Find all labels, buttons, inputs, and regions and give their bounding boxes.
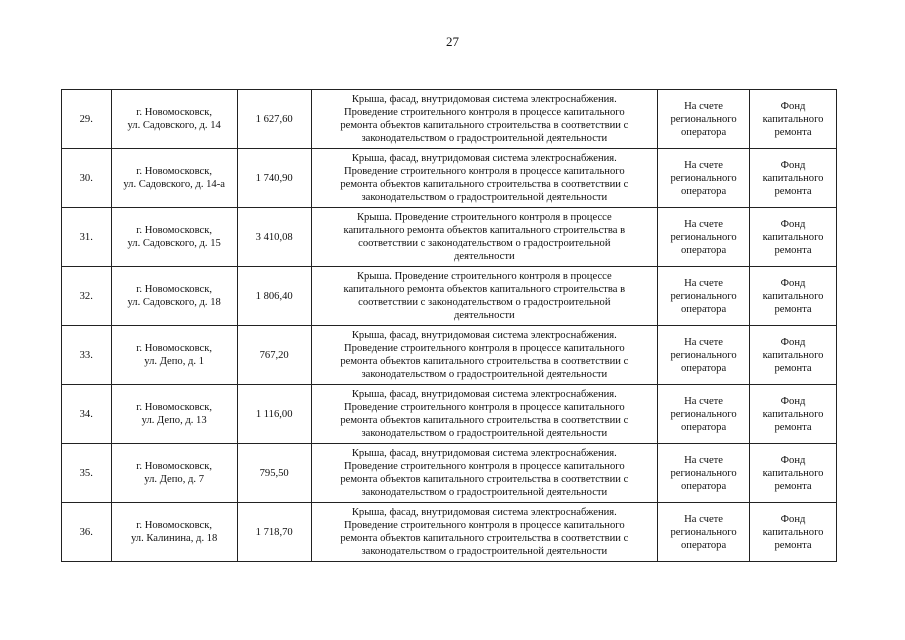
account-cell bbox=[658, 503, 750, 562]
address-cell-line: г. Новомосковск, bbox=[136, 107, 213, 118]
account-cell-line: регионального bbox=[670, 172, 737, 184]
works-cell-line: Проведение строительного контроля в процессе капитального bbox=[344, 520, 625, 531]
works-cell-line: Крыша, фасад, внутридомовая система электроснабжения. bbox=[351, 389, 617, 400]
fund-cell bbox=[750, 208, 837, 267]
works-cell-line: ремонта объектов капитального строительства в соответствии с bbox=[340, 356, 629, 367]
works-cell-line: ремонта объектов капитального строительства в соответствии с bbox=[340, 474, 629, 485]
address-cell bbox=[111, 149, 237, 208]
fund-cell bbox=[750, 503, 837, 562]
fund-cell-line: капитального bbox=[762, 467, 824, 479]
account-cell-line: оператора bbox=[680, 480, 727, 492]
address-cell-line: ул. Депо, д. 7 bbox=[144, 474, 205, 485]
account-cell-line: оператора bbox=[680, 126, 727, 138]
fund-cell-line: ремонта bbox=[774, 421, 812, 433]
fund-cell-line: капитального bbox=[762, 290, 824, 302]
table-row bbox=[62, 149, 837, 208]
account-cell-line: оператора bbox=[680, 362, 727, 374]
account-cell-line: оператора bbox=[680, 244, 727, 256]
works-cell-line: соответствии с законодательством о градостроительной bbox=[358, 297, 611, 308]
address-cell-line: г. Новомосковск, bbox=[136, 402, 213, 413]
works-cell-line: ремонта объектов капитального строительства в соответствии с bbox=[340, 533, 629, 544]
works-cell-line: ремонта объектов капитального строительства в соответствии с bbox=[340, 415, 629, 426]
page-number: 27 bbox=[446, 34, 459, 49]
area-cell: 1 116,00 bbox=[237, 385, 311, 444]
area-cell: 767,20 bbox=[237, 326, 311, 385]
fund-cell-line: капитального bbox=[762, 408, 824, 420]
address-cell-line: г. Новомосковск, bbox=[136, 343, 213, 354]
fund-cell-line: Фонд bbox=[780, 159, 806, 171]
area-cell: 1 806,40 bbox=[237, 267, 311, 326]
account-cell-line: На счете bbox=[684, 454, 723, 466]
works-cell-line: капитального ремонта объектов капитального строительства в bbox=[343, 284, 626, 295]
fund-cell-line: капитального bbox=[762, 172, 824, 184]
works-cell-line: Крыша, фасад, внутридомовая система электроснабжения. bbox=[351, 507, 617, 518]
works-cell-line: Крыша, фасад, внутридомовая система электроснабжения. bbox=[351, 330, 617, 341]
row-number: 30. bbox=[62, 149, 112, 208]
address-cell bbox=[111, 267, 237, 326]
fund-cell bbox=[750, 444, 837, 503]
works-cell-line: ремонта объектов капитального строительства в соответствии с bbox=[340, 120, 629, 131]
address-cell-line: ул. Садовского, д. 14 bbox=[127, 120, 221, 131]
row-number: 33. bbox=[62, 326, 112, 385]
row-number: 35. bbox=[62, 444, 112, 503]
works-cell-line: законодательством о градостроительной деятельности bbox=[361, 487, 608, 498]
works-cell bbox=[311, 385, 658, 444]
fund-cell bbox=[750, 326, 837, 385]
address-cell-line: ул. Депо, д. 13 bbox=[141, 415, 207, 426]
account-cell bbox=[658, 208, 750, 267]
address-cell bbox=[111, 444, 237, 503]
works-cell-line: законодательством о градостроительной деятельности bbox=[361, 369, 608, 380]
account-cell-line: На счете bbox=[684, 159, 723, 171]
table-row bbox=[62, 326, 837, 385]
account-cell bbox=[658, 385, 750, 444]
address-cell-line: ул. Садовского, д. 14-а bbox=[123, 179, 225, 190]
works-cell bbox=[311, 208, 658, 267]
account-cell-line: регионального bbox=[670, 467, 737, 479]
works-cell-line: Проведение строительного контроля в процессе капитального bbox=[344, 166, 625, 177]
fund-cell-line: капитального bbox=[762, 526, 824, 538]
works-cell-line: ремонта объектов капитального строительства в соответствии с bbox=[340, 179, 629, 190]
address-cell-line: ул. Садовского, д. 15 bbox=[127, 238, 221, 249]
area-cell: 1 627,60 bbox=[237, 90, 311, 149]
area-cell: 1 740,90 bbox=[237, 149, 311, 208]
account-cell-line: На счете bbox=[684, 277, 723, 289]
row-number: 29. bbox=[62, 90, 112, 149]
row-number: 32. bbox=[62, 267, 112, 326]
account-cell bbox=[658, 326, 750, 385]
row-number: 36. bbox=[62, 503, 112, 562]
address-cell bbox=[111, 326, 237, 385]
account-cell-line: оператора bbox=[680, 185, 727, 197]
works-cell-line: Крыша, фасад, внутридомовая система электроснабжения. bbox=[351, 153, 617, 164]
works-cell-line: Крыша. Проведение строительного контроля в процессе bbox=[356, 212, 612, 223]
account-cell bbox=[658, 90, 750, 149]
works-cell-line: законодательством о градостроительной деятельности bbox=[361, 428, 608, 439]
row-number: 31. bbox=[62, 208, 112, 267]
account-cell bbox=[658, 149, 750, 208]
fund-cell bbox=[750, 267, 837, 326]
account-cell-line: регионального bbox=[670, 408, 737, 420]
address-cell bbox=[111, 208, 237, 267]
address-cell bbox=[111, 503, 237, 562]
fund-cell-line: ремонта bbox=[774, 244, 812, 256]
address-cell bbox=[111, 90, 237, 149]
fund-cell-line: ремонта bbox=[774, 539, 812, 551]
address-cell-line: г. Новомосковск, bbox=[136, 225, 213, 236]
works-cell-line: Проведение строительного контроля в процессе капитального bbox=[344, 461, 625, 472]
fund-cell-line: Фонд bbox=[780, 100, 806, 112]
account-cell-line: регионального bbox=[670, 231, 737, 243]
works-cell-line: Крыша. Проведение строительного контроля в процессе bbox=[356, 271, 612, 282]
address-cell-line: ул. Калинина, д. 18 bbox=[130, 533, 218, 544]
works-cell bbox=[311, 90, 658, 149]
fund-cell-line: капитального bbox=[762, 231, 824, 243]
account-cell-line: На счете bbox=[684, 513, 723, 525]
account-cell bbox=[658, 267, 750, 326]
account-cell-line: оператора bbox=[680, 421, 727, 433]
fund-cell bbox=[750, 385, 837, 444]
fund-cell-line: ремонта bbox=[774, 303, 812, 315]
table-row bbox=[62, 385, 837, 444]
works-cell-line: законодательством о градостроительной деятельности bbox=[361, 133, 608, 144]
fund-cell-line: Фонд bbox=[780, 218, 806, 230]
works-cell-line: Проведение строительного контроля в процессе капитального bbox=[344, 343, 625, 354]
fund-cell-line: Фонд bbox=[780, 395, 806, 407]
works-cell-line: законодательством о градостроительной деятельности bbox=[361, 546, 608, 557]
account-cell-line: регионального bbox=[670, 113, 737, 125]
fund-cell-line: капитального bbox=[762, 113, 824, 125]
works-cell-line: законодательством о градостроительной деятельности bbox=[361, 192, 608, 203]
repair-registry-table bbox=[61, 89, 837, 562]
fund-cell-line: ремонта bbox=[774, 480, 812, 492]
address-cell-line: г. Новомосковск, bbox=[136, 520, 213, 531]
area-cell: 1 718,70 bbox=[237, 503, 311, 562]
works-cell-line: Проведение строительного контроля в процессе капитального bbox=[344, 402, 625, 413]
fund-cell-line: Фонд bbox=[780, 336, 806, 348]
works-cell-line: деятельности bbox=[454, 310, 515, 321]
table-row bbox=[62, 503, 837, 562]
table-row bbox=[62, 90, 837, 149]
works-cell-line: Крыша, фасад, внутридомовая система электроснабжения. bbox=[351, 94, 617, 105]
fund-cell-line: Фонд bbox=[780, 454, 806, 466]
table-row bbox=[62, 444, 837, 503]
works-cell-line: соответствии с законодательством о градостроительной bbox=[358, 238, 611, 249]
area-cell: 3 410,08 bbox=[237, 208, 311, 267]
works-cell-line: Крыша, фасад, внутридомовая система электроснабжения. bbox=[351, 448, 617, 459]
account-cell-line: оператора bbox=[680, 303, 727, 315]
account-cell bbox=[658, 444, 750, 503]
fund-cell-line: ремонта bbox=[774, 126, 812, 138]
works-cell-line: Проведение строительного контроля в процессе капитального bbox=[344, 107, 625, 118]
address-cell-line: г. Новомосковск, bbox=[136, 461, 213, 472]
fund-cell-line: капитального bbox=[762, 349, 824, 361]
account-cell-line: На счете bbox=[684, 336, 723, 348]
address-cell-line: г. Новомосковск, bbox=[136, 166, 213, 177]
account-cell-line: регионального bbox=[670, 290, 737, 302]
account-cell-line: регионального bbox=[670, 526, 737, 538]
account-cell-line: оператора bbox=[680, 539, 727, 551]
fund-cell bbox=[750, 149, 837, 208]
works-cell bbox=[311, 444, 658, 503]
table-row bbox=[62, 208, 837, 267]
works-cell bbox=[311, 503, 658, 562]
fund-cell-line: Фонд bbox=[780, 277, 806, 289]
works-cell-line: капитального ремонта объектов капитального строительства в bbox=[343, 225, 626, 236]
row-number: 34. bbox=[62, 385, 112, 444]
address-cell-line: ул. Садовского, д. 18 bbox=[127, 297, 221, 308]
works-cell bbox=[311, 149, 658, 208]
works-cell bbox=[311, 267, 658, 326]
address-cell-line: ул. Депо, д. 1 bbox=[144, 356, 205, 367]
table-row bbox=[62, 267, 837, 326]
table-body bbox=[62, 90, 837, 562]
works-cell bbox=[311, 326, 658, 385]
account-cell-line: На счете bbox=[684, 218, 723, 230]
fund-cell-line: Фонд bbox=[780, 513, 806, 525]
address-cell bbox=[111, 385, 237, 444]
works-cell-line: деятельности bbox=[454, 251, 515, 262]
fund-cell-line: ремонта bbox=[774, 185, 812, 197]
address-cell-line: г. Новомосковск, bbox=[136, 284, 213, 295]
fund-cell-line: ремонта bbox=[774, 362, 812, 374]
fund-cell bbox=[750, 90, 837, 149]
account-cell-line: На счете bbox=[684, 100, 723, 112]
area-cell: 795,50 bbox=[237, 444, 311, 503]
account-cell-line: регионального bbox=[670, 349, 737, 361]
account-cell-line: На счете bbox=[684, 395, 723, 407]
